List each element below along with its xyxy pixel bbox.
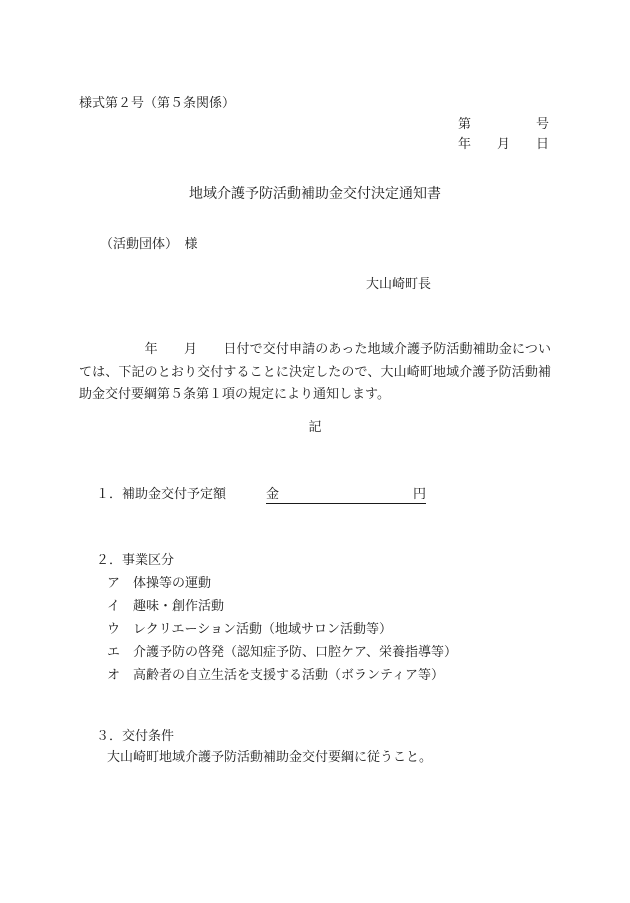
category-text: レクリエーション活動（地域サロン活動等） bbox=[133, 622, 392, 637]
item3-label: ３．交付条件 bbox=[96, 729, 175, 744]
addressee: （活動団体） 様 bbox=[100, 237, 198, 252]
category-item bbox=[107, 599, 224, 615]
item3-text: 大山崎町地域介護予防活動補助金交付要綱に従うこと。 bbox=[107, 750, 433, 765]
category-item bbox=[107, 576, 211, 592]
category-text: 高齢者の自立生活を支援する活動（ボランティア等） bbox=[133, 668, 444, 683]
amount-prefix: 金 bbox=[266, 487, 280, 502]
page-title: 地域介護予防活動補助金交付決定通知書 bbox=[189, 186, 441, 202]
item1-label: １．補助金交付予定額 bbox=[96, 487, 227, 502]
category-marker: エ bbox=[107, 645, 121, 660]
category-text: 趣味・創作活動 bbox=[133, 599, 225, 614]
ki-heading: 記 bbox=[308, 420, 322, 435]
document-date: 年 月 日 bbox=[458, 137, 550, 152]
amount-suffix: 円 bbox=[412, 487, 426, 502]
amount-field bbox=[266, 487, 426, 504]
sender: 大山崎町長 bbox=[366, 277, 432, 292]
category-marker: イ bbox=[107, 599, 121, 614]
category-marker: オ bbox=[107, 668, 121, 683]
category-text: 介護予防の啓発（認知症予防、口腔ケア、栄養指導等） bbox=[133, 645, 457, 660]
form-label: 様式第２号（第５条関係） bbox=[79, 96, 236, 111]
category-item bbox=[107, 645, 457, 661]
category-item bbox=[107, 668, 444, 684]
category-text: 体操等の運動 bbox=[133, 576, 212, 591]
notice-body: 年 月 日付で交付申請のあった地域介護予防活動補助金については、下記のとおり交付することに決定したので、大山崎町地域介護予防活動補助金交付要綱第５条第１項の規定により通知します。 bbox=[79, 342, 551, 402]
document-number: 第 号 bbox=[458, 117, 550, 132]
category-item bbox=[107, 622, 392, 638]
item2-label: ２．事業区分 bbox=[96, 553, 175, 568]
category-marker: ア bbox=[107, 576, 121, 591]
category-marker: ウ bbox=[107, 622, 121, 637]
